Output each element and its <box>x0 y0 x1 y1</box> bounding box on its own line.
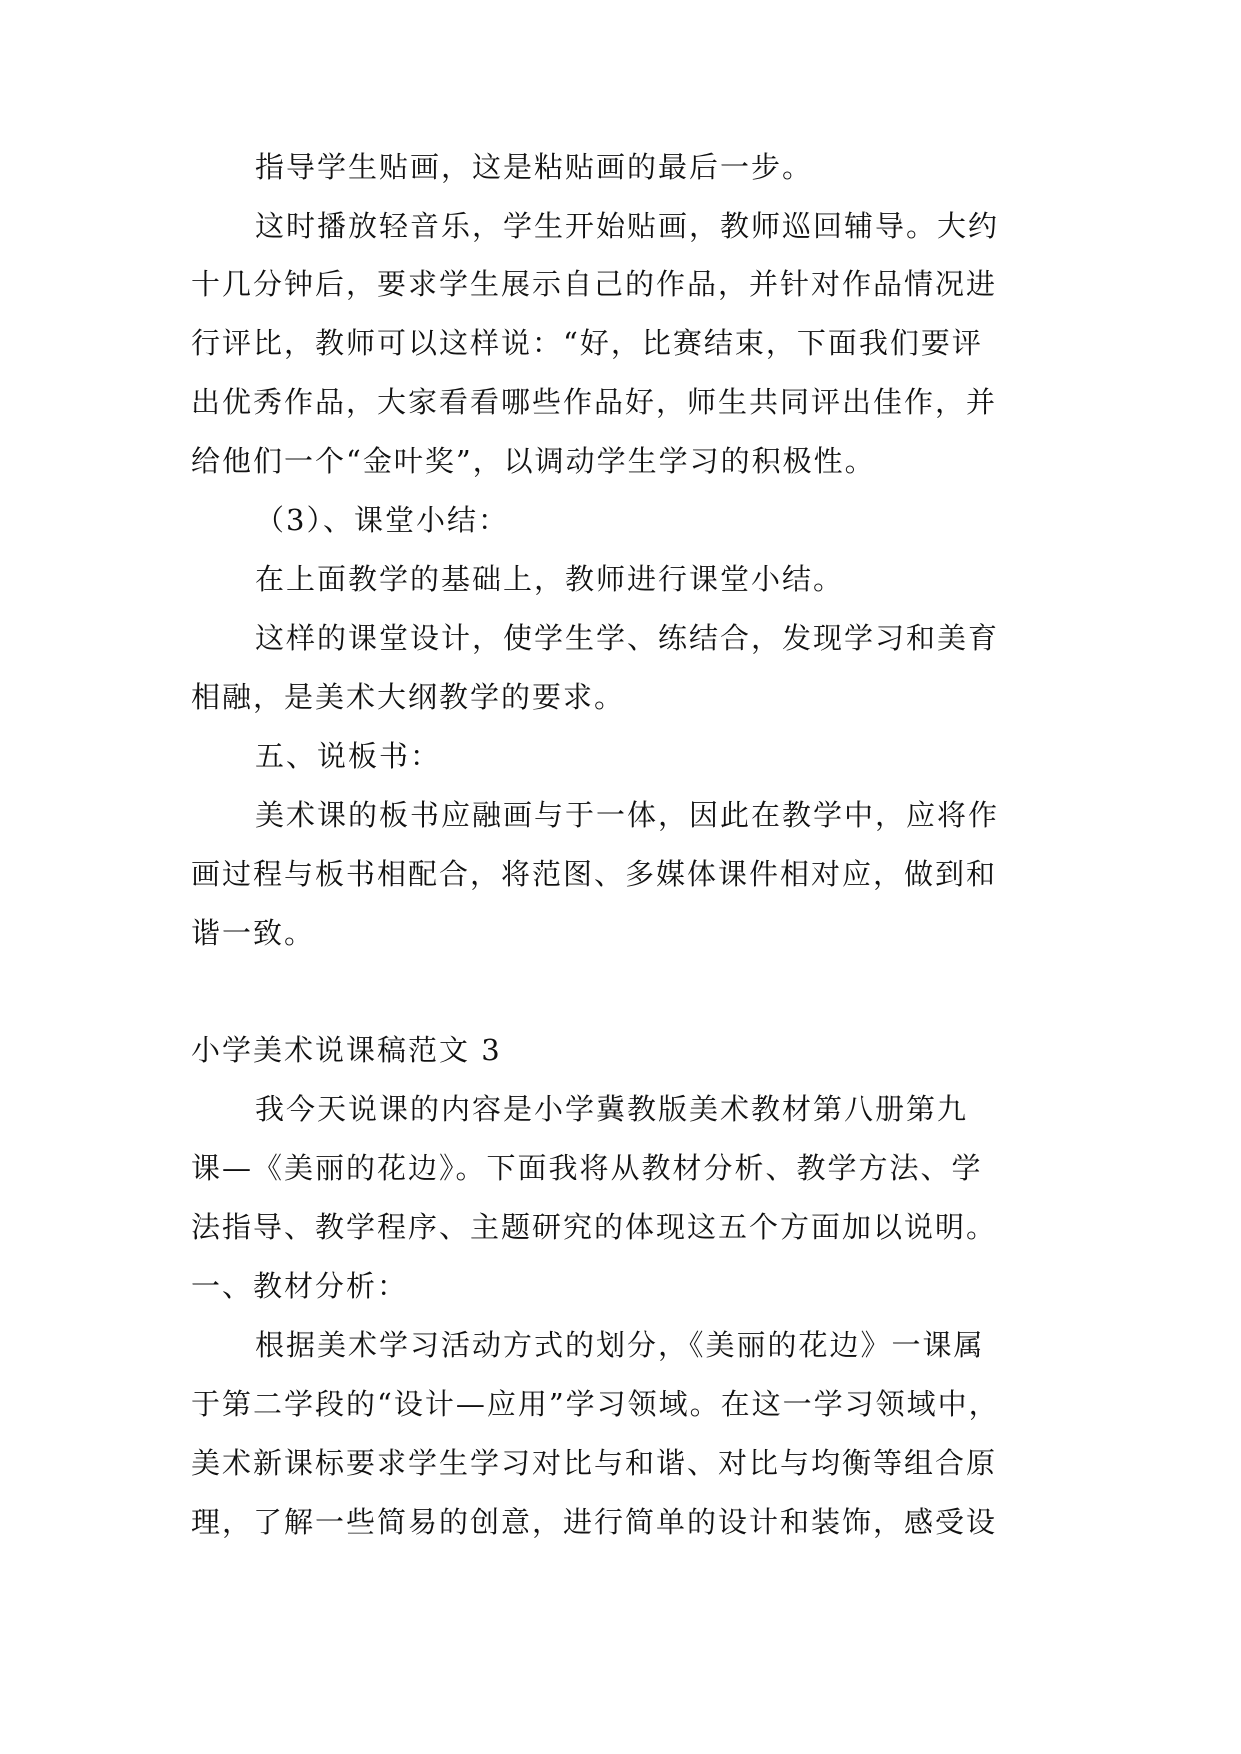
text-line: 这时播放轻音乐，学生开始贴画，教师巡回辅导。大约 <box>255 209 1000 243</box>
text-line: 出优秀作品，大家看看哪些作品好，师生共同评出佳作，并 <box>191 385 998 419</box>
text-line: 我今天说课的内容是小学冀教版美术教材第八册第九 <box>255 1092 969 1126</box>
text-line: 于第二学段的“设计—应用”学习领域。在这一学习领域中， <box>191 1387 1000 1421</box>
section-heading: 五、说板书： <box>255 739 442 773</box>
text-line: 美术课的板书应融画与于一体，因此在教学中，应将作 <box>255 798 1000 832</box>
text-line: 给他们一个“金叶奖”，以调动学生学习的积极性。 <box>191 444 876 478</box>
text-line: 根据美术学习活动方式的划分，《美丽的花边》一课属 <box>255 1328 985 1362</box>
text-line: 行评比，教师可以这样说：“好，比赛结束，下面我们要评 <box>191 326 983 360</box>
text-line: 理，了解一些简易的创意，进行简单的设计和装饰，感受设 <box>191 1505 998 1539</box>
article-title: 小学美术说课稿范文 3 <box>191 1033 502 1067</box>
text-line: 画过程与板书相配合，将范图、多媒体课件相对应，做到和 <box>191 857 998 891</box>
section-heading: （3）、课堂小结： <box>255 503 509 537</box>
section-heading: 一、教材分析： <box>191 1269 409 1303</box>
text-line: 十几分钟后，要求学生展示自己的作品，并针对作品情况进 <box>191 267 998 301</box>
text-line: 课—《美丽的花边》。下面我将从教材分析、教学方法、学 <box>191 1151 983 1185</box>
text-line: 在上面教学的基础上，教师进行课堂小结。 <box>255 562 845 596</box>
text-line: 美术新课标要求学生学习对比与和谐、对比与均衡等组合原 <box>191 1446 998 1480</box>
text-line: 相融，是美术大纲教学的要求。 <box>191 680 626 714</box>
text-line: 法指导、教学程序、主题研究的体现这五个方面加以说明。 <box>191 1210 998 1244</box>
text-line: 这样的课堂设计，使学生学、练结合，发现学习和美育 <box>255 621 1000 655</box>
text-line: 指导学生贴画，这是粘贴画的最后一步。 <box>255 150 814 184</box>
text-line: 谐一致。 <box>191 916 316 950</box>
